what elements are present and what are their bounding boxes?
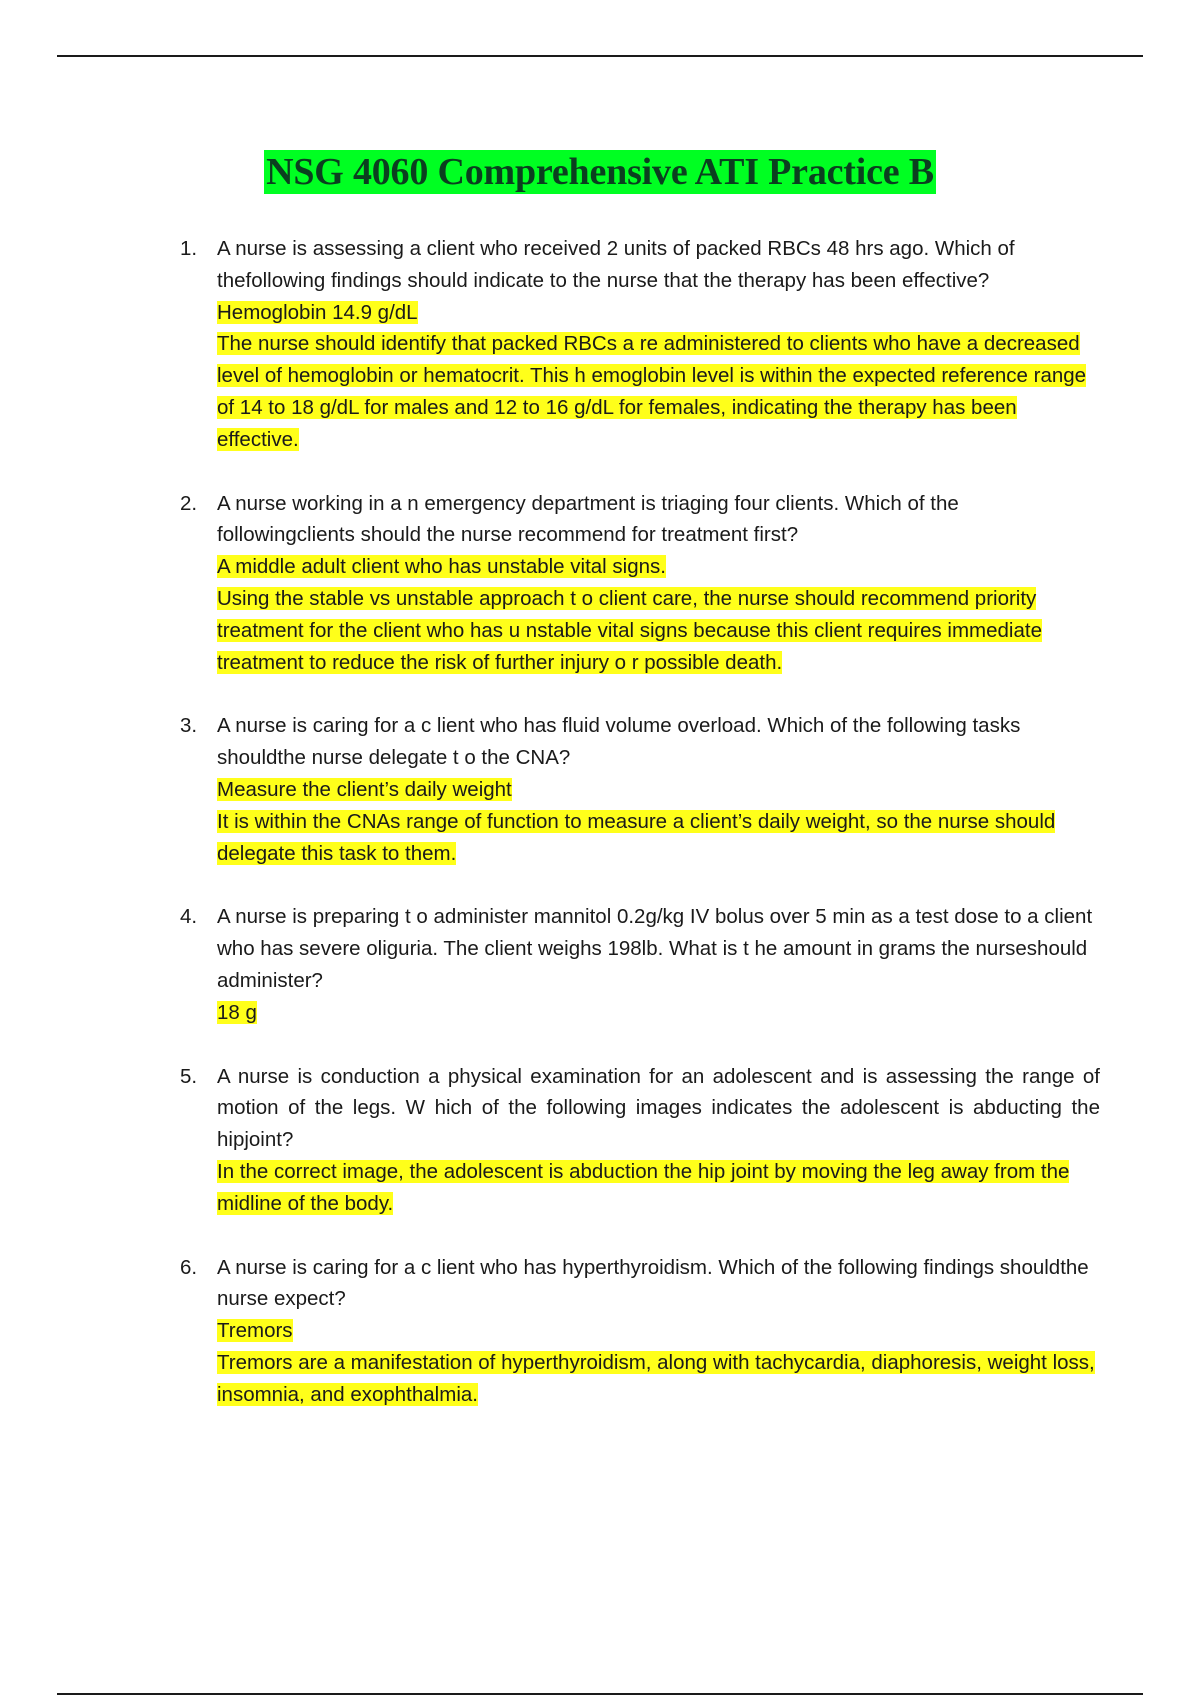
rationale-text: Using the stable vs unstable approach t o client care, the nurse should recommend priority treatment for the client who has u nstable vital signs because this client requires immediate treatment to reduce the risk of further injury o r possible death.: [217, 586, 1042, 674]
question-list: [180, 233, 1100, 1443]
question-number: 4.: [180, 905, 198, 929]
question-item: [180, 1252, 1100, 1411]
question-item: [180, 233, 1100, 456]
rationale-text: In the correct image, the adolescent is abduction the hip joint by moving the leg away from the midline of the body.: [217, 1159, 1070, 1215]
question-item: [180, 901, 1100, 1028]
question-item: [180, 488, 1100, 679]
title-container: [0, 150, 1200, 194]
question-text: A nurse is conduction a physical examination for an adolescent and is assessing the range of motion of the legs. W hich of the following images indicates the adolescent is abducting the hipjoint?: [217, 1064, 1100, 1152]
top-rule: [57, 55, 1143, 57]
question-text: A nurse working in a n emergency department is triaging four clients. Which of the followingclients should the nurse recommend for treatment first?: [217, 491, 959, 547]
question-item: [180, 710, 1100, 869]
question-item: [180, 1061, 1100, 1220]
question-text: A nurse is caring for a c lient who has hyperthyroidism. Which of the following findings shouldthe nurse expect?: [217, 1255, 1089, 1311]
rationale-line: [217, 583, 1100, 678]
question-text: A nurse is preparing t o administer mannitol 0.2g/kg IV bolus over 5 min as a test dose to a client who has severe oliguria. The client weighs 198lb. What is t he amount in grams the nurseshould administer?: [217, 905, 1093, 992]
question-number: 2.: [180, 491, 198, 515]
rationale-line: [217, 328, 1100, 455]
answer-line: [217, 997, 1100, 1029]
question-number: 5.: [180, 1064, 198, 1088]
bottom-rule: [57, 1693, 1143, 1695]
rationale-text: Tremors are a manifestation of hyperthyroidism, along with tachycardia, diaphoresis, weight loss, insomnia, and exophthalmia.: [217, 1350, 1095, 1406]
answer-text: 18 g: [217, 1000, 257, 1024]
question-text: A nurse is assessing a client who received 2 units of packed RBCs 48 hrs ago. Which of thefollowing findings should indicate to the nurse that the therapy has been effective?: [217, 237, 1015, 292]
question-text: A nurse is caring for a c lient who has fluid volume overload. Which of the following tasks shouldthe nurse delegate t o the CNA?: [217, 714, 1021, 770]
answer-text: A middle adult client who has unstable vital signs.: [217, 555, 666, 579]
question-number: 1.: [180, 237, 198, 260]
question-number: 3.: [180, 714, 198, 738]
answer-text: Tremors: [217, 1319, 293, 1343]
answer-text: Measure the client’s daily weight: [217, 777, 512, 801]
document-title: NSG 4060 Comprehensive ATI Practice B: [266, 151, 934, 193]
answer-line: [217, 1315, 1100, 1347]
rationale-line: [217, 806, 1100, 870]
rationale-text: It is within the CNAs range of function to measure a client’s daily weight, so the nurse should delegate this task to them.: [217, 809, 1056, 865]
answer-line: [217, 551, 1100, 583]
rationale-line: [217, 1156, 1100, 1220]
question-number: 6.: [180, 1255, 198, 1279]
rationale-text: The nurse should identify that packed RBCs a re administered to clients who have a decreased level of hemoglobin or hematocrit. This h emoglobin level is within the expected reference range of 14 to 18 g/dL for males and 12 to 16 g/dL for females, indicating the therapy has been effective.: [217, 332, 1087, 451]
answer-text: Hemoglobin 14.9 g/dL: [217, 300, 418, 324]
answer-line: [217, 774, 1100, 806]
answer-line: [217, 297, 1100, 329]
rationale-line: [217, 1347, 1100, 1411]
